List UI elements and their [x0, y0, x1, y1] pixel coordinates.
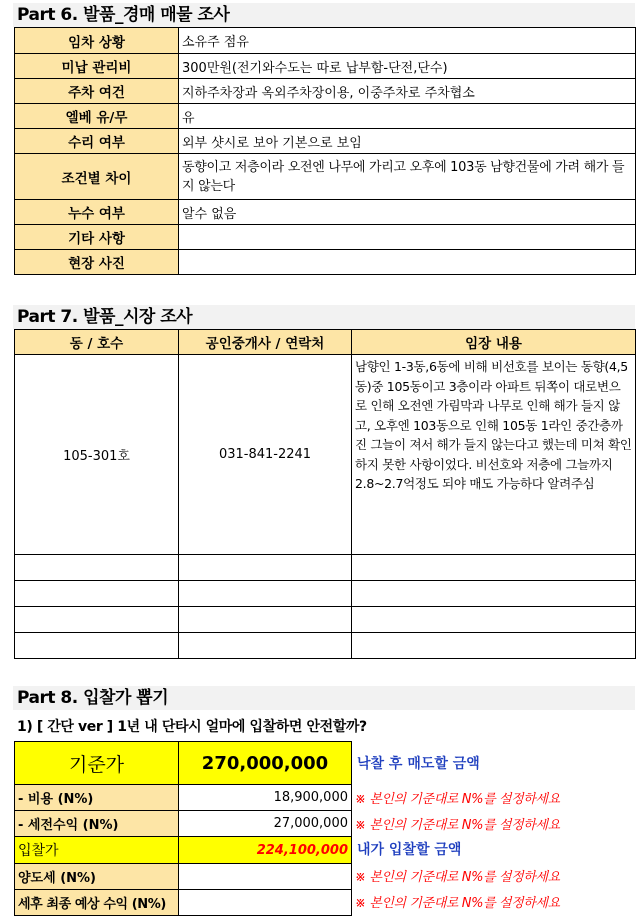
empty-cell	[352, 581, 636, 607]
row-value: 알수 없음	[179, 200, 636, 225]
empty-cell	[15, 581, 179, 607]
row-label: 조건별 차이	[15, 154, 179, 200]
row-value	[179, 250, 636, 275]
part8-title: Part 8. 입찰가 뽑기	[13, 686, 635, 710]
row-value	[179, 225, 636, 250]
part6-title: Part 6. 발품_경매 매물 조사	[13, 3, 635, 27]
final-profit-value	[179, 890, 352, 916]
row-label: 미납 관리비	[15, 54, 179, 79]
row-label: 현장 사진	[15, 250, 179, 275]
profit-label: - 세전수익 (N%)	[15, 811, 179, 837]
empty-cell	[15, 607, 179, 633]
bid-table	[14, 741, 352, 916]
row-label: 수리 여부	[15, 129, 179, 154]
final-setting-note: ※ 본인의 기준대로 N%를 설정하세요	[355, 896, 560, 911]
empty-cell	[15, 555, 179, 581]
empty-cell	[15, 633, 179, 659]
row-value: 지하주차장과 옥외주차장이용, 이중주차로 주차협소	[179, 79, 636, 104]
part7-title: Part 7. 발품_시장 조사	[13, 305, 635, 329]
part8-subtitle: 1) [ 간단 ver ] 1년 내 단타시 얼마에 입찰하면 안전할까?	[17, 719, 367, 735]
final-profit-label: 세후 최종 예상 수익 (N%)	[15, 890, 179, 916]
row-value: 300만원(전기와수도는 따로 납부함-단전,단수)	[179, 54, 636, 79]
base-price-note: 낙찰 후 매도할 금액	[357, 756, 480, 772]
column-header-notes: 임장 내용	[352, 330, 636, 355]
profit-setting-note: ※ 본인의 기준대로 N%를 설정하세요	[355, 818, 560, 833]
cost-value: 18,900,000	[179, 785, 352, 811]
part7-table	[14, 329, 636, 659]
cost-label: - 비용 (N%)	[15, 785, 179, 811]
profit-value: 27,000,000	[179, 811, 352, 837]
base-price-label: 기준가	[15, 742, 179, 785]
unit-cell: 105-301호	[15, 355, 179, 555]
transfer-tax-label: 양도세 (N%)	[15, 864, 179, 890]
base-price-value: 270,000,000	[179, 742, 352, 785]
row-value: 소유주 점유	[179, 28, 636, 54]
row-label: 누수 여부	[15, 200, 179, 225]
empty-cell	[179, 633, 352, 659]
row-value: 동향이고 저층이라 오전엔 나무에 가리고 오후에 103동 남향건물에 가려 해가 들지 않는다	[179, 154, 636, 200]
column-header-unit: 동 / 호수	[15, 330, 179, 355]
bid-note: 내가 입찰할 금액	[357, 842, 462, 858]
contact-cell: 031-841-2241	[179, 355, 352, 555]
part6-table	[14, 27, 636, 275]
empty-cell	[179, 555, 352, 581]
empty-cell	[179, 607, 352, 633]
transfer-tax-value	[179, 864, 352, 890]
row-label: 엘베 유/무	[15, 104, 179, 129]
row-label: 기타 사항	[15, 225, 179, 250]
empty-cell	[352, 633, 636, 659]
notes-cell: 남향인 1-3동,6동에 비해 비선호를 보이는 동향(4,5동)중 105동이고 3층이라 아파트 뒤쪽이 대로변으로 인해 오전엔 가림막과 나무로 인해 해가 들지 않고, 오후엔 103동으로 인해 105동 1라인 중간층까진 그늘이 져서 해가 들지 않는다고 했는데 미쳐 확인하지 못한 사항이었다. 비선호와 저층에 그늘까지 2.8~2.7억정도 되야 매도 가능하다 알려주심	[352, 355, 636, 555]
bid-label: 입찰가	[15, 837, 179, 864]
empty-cell	[352, 555, 636, 581]
row-label: 임차 상황	[15, 28, 179, 54]
empty-cell	[179, 581, 352, 607]
bid-value: 224,100,000	[179, 837, 352, 864]
empty-cell	[352, 607, 636, 633]
cost-setting-note: ※ 본인의 기준대로 N%를 설정하세요	[355, 792, 560, 807]
row-value: 외부 샷시로 보아 기본으로 보임	[179, 129, 636, 154]
tax-setting-note: ※ 본인의 기준대로 N%를 설정하세요	[355, 870, 560, 885]
row-label: 주차 여건	[15, 79, 179, 104]
row-value: 유	[179, 104, 636, 129]
column-header-contact: 공인중개사 / 연락처	[179, 330, 352, 355]
